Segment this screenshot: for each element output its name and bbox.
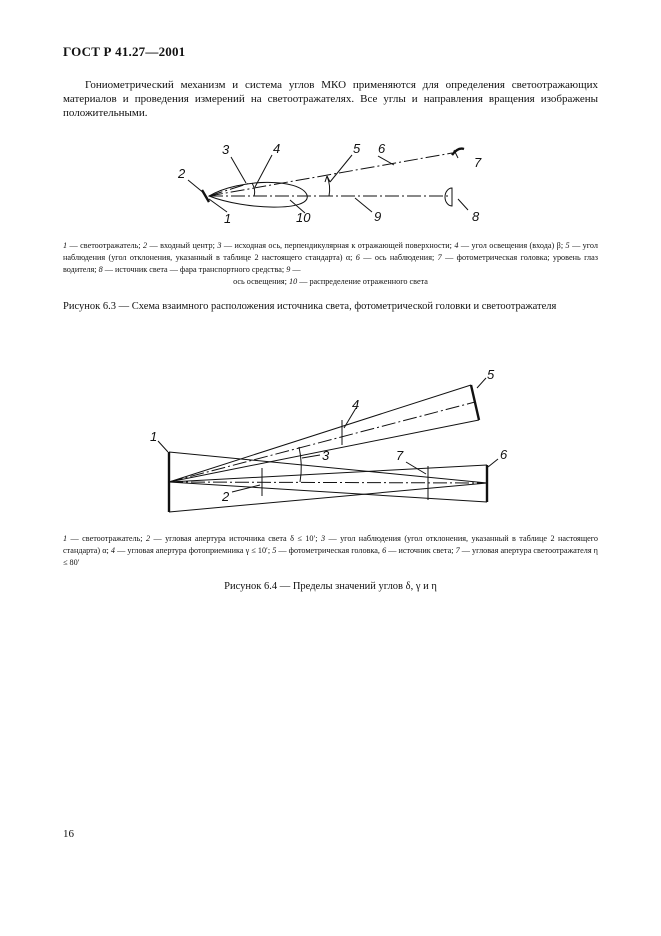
fig2-legend-number: 1 <box>63 534 68 543</box>
fig2-label-5: 5 <box>487 367 495 382</box>
figure-6-3-legend <box>63 240 598 288</box>
observation-axis <box>209 153 452 196</box>
intro-paragraph: Гониометрический механизм и система углов МКО применяются для определения светоотражающих материалов и проведения измерений на светоотражателях. Все углы и направления вращения изображены положительными. <box>63 79 598 119</box>
leader-3 <box>231 157 246 183</box>
leader-6 <box>378 156 394 165</box>
reflector-cone-lower <box>169 483 487 512</box>
illumination-axis-2 <box>169 482 487 483</box>
fig1-legend-text: — исходная ось, перпендикулярная к отражающей поверхности; <box>221 241 455 250</box>
fig1-legend-text: — распределение отраженного света <box>297 277 428 286</box>
fig1-legend-number: 3 <box>217 241 222 250</box>
fig2-label-7: 7 <box>396 448 404 463</box>
figure-6-4-legend <box>63 533 598 569</box>
leader-1b <box>158 441 168 452</box>
fig1-legend-text: — ось наблюдения; <box>359 253 438 262</box>
photometric-head-shape <box>452 149 464 155</box>
fig1-legend-number: 10 <box>288 277 298 286</box>
fig1-legend-text: — угол освещения (входа) β; <box>458 241 566 250</box>
fig1-label-2: 2 <box>178 166 186 181</box>
leader-9 <box>355 198 372 212</box>
fig1-legend-number: 4 <box>454 241 459 250</box>
fig1-label-7: 7 <box>474 155 482 170</box>
fig1-legend-number: 6 <box>355 253 360 262</box>
fig2-legend-text: — угловая апертура фотоприемника γ ≤ 10′; <box>114 546 273 555</box>
observation-axis-2 <box>169 402 475 482</box>
leader-5 <box>330 155 352 182</box>
fig1-legend-number: 8 <box>98 265 103 274</box>
fig2-legend-text: — светоотражатель; <box>67 534 146 543</box>
reflected-light-distribution <box>209 182 307 207</box>
fig2-legend-number: 2 <box>145 534 151 543</box>
fig2-label-3: 3 <box>322 448 330 463</box>
fig2-legend-number: 5 <box>272 546 277 555</box>
fig1-label-6: 6 <box>378 141 386 156</box>
fig1-legend-number: 9 <box>286 265 291 274</box>
fig1-label-9: 9 <box>374 209 382 224</box>
fig2-label-2: 2 <box>222 489 230 504</box>
fig2-legend-text: — угловая апертура светоотражателя η ≤ 80′ <box>63 546 598 567</box>
fig2-legend-number: 6 <box>382 546 387 555</box>
fig1-label-10: 10 <box>296 210 311 225</box>
document-header: ГОСТ Р 41.27—2001 <box>63 44 186 59</box>
receiver-cone-upper <box>169 385 471 482</box>
fig1-legend-text: — источник света — фара транспортного средства; <box>102 265 287 274</box>
fig2-legend-number: 7 <box>455 546 460 555</box>
figure-6-3-diagram <box>0 130 661 235</box>
illumination-angle-arc <box>252 183 255 196</box>
fig2-label-6: 6 <box>500 447 508 462</box>
fig1-legend-text: — входный центр; <box>147 241 218 250</box>
leader-8 <box>458 199 468 210</box>
fig2-legend-text: — источник света; <box>386 546 456 555</box>
fig1-label-3: 3 <box>222 142 230 157</box>
leader-6b <box>488 459 498 467</box>
fig1-legend-text: ось освещения; <box>233 277 289 286</box>
fig1-legend-text: — фотометрическая головка; уровень глаз водителя; <box>63 253 598 274</box>
fig1-legend-number: 5 <box>565 241 570 250</box>
fig1-legend-number: 7 <box>437 253 442 262</box>
figure-6-3-caption: Рисунок 6.3 — Схема взаимного расположения источника света, фотометрической головки и светоотражателя <box>63 301 557 312</box>
fig2-legend-text: — угол наблюдения (угол отклонения, указанный в таблице 2 настоящего стандарта) α; <box>63 534 599 555</box>
page-number: 16 <box>63 828 74 840</box>
arc-arrow <box>325 176 330 182</box>
fig1-legend-number: 2 <box>142 241 148 250</box>
light-source-shape <box>445 188 452 206</box>
figure-6-4-caption: Рисунок 6.4 — Пределы значений углов δ, γ и η <box>224 581 437 592</box>
leader-2 <box>188 180 205 194</box>
figure-6-4-diagram <box>0 360 661 530</box>
leader-3b <box>302 455 320 458</box>
source-cone-lower <box>169 482 487 502</box>
fig1-legend-text: — светоотражатель; <box>67 241 143 250</box>
fig1-legend-number: 1 <box>63 241 68 250</box>
fig2-label-4: 4 <box>352 397 360 412</box>
fig1-legend-text: — <box>290 265 301 274</box>
fig2-label-1: 1 <box>150 429 158 444</box>
fig1-label-8: 8 <box>472 209 480 224</box>
leader-5b <box>477 378 486 388</box>
fig1-label-5: 5 <box>353 141 361 156</box>
fig1-legend-text: — угол наблюдения (угол отклонения, указанный в таблице 2 настоящего стандарта) α; <box>63 241 598 262</box>
fig2-legend-text: — фотометрическая головка, <box>276 546 383 555</box>
fig2-legend-text: — угловая апертура источника света δ ≤ 10′; <box>150 534 321 543</box>
fig2-legend-number: 3 <box>320 534 326 543</box>
fig1-label-1: 1 <box>224 211 232 226</box>
fig2-legend-number: 4 <box>110 546 115 555</box>
fig1-label-4: 4 <box>273 141 281 156</box>
